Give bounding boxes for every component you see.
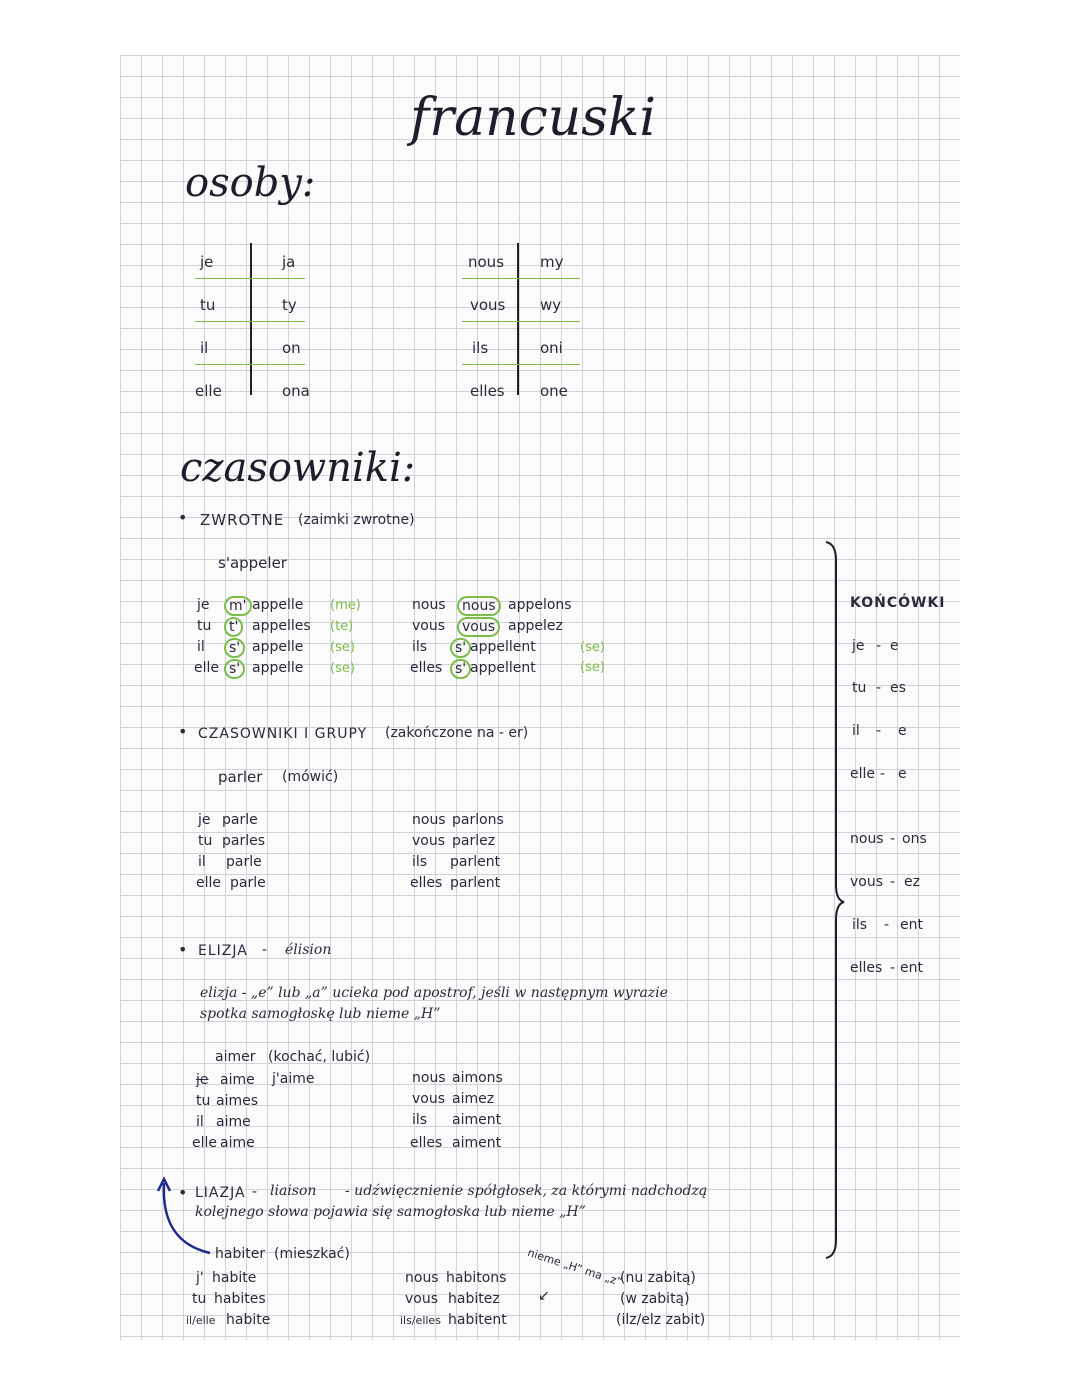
pronoun: vous [412,833,446,849]
person-fr: il [200,339,209,357]
verb-form: aimez [452,1091,495,1107]
reflexive-pronoun: (se) [330,640,355,655]
ending-pronoun: ils [852,917,868,933]
row-line [195,364,305,365]
dash: - [890,960,896,976]
liazja-heading: LIAZJA [195,1185,246,1201]
reflexive-prefix: s' [224,638,245,658]
ending: ent [900,960,923,976]
verb-form: aiment [452,1135,502,1151]
right-bracket-icon [822,540,848,1260]
person-pl: ty [282,296,297,314]
person-pl: ja [282,253,296,271]
verb-form: appelle [252,660,304,676]
reflexive-pronoun: (se) [580,640,605,655]
section-osoby: osoby: [185,160,316,206]
verb-form: parle [222,812,258,828]
person-pl: my [540,253,564,271]
elizja-gloss: (kochać, lubić) [268,1049,371,1065]
table-divider [250,243,252,395]
zwrotne-note: (zaimki zwrotne) [298,512,415,528]
reflexive-prefix: vous [457,617,500,637]
pronoun: ils [412,639,428,655]
row-line [195,278,305,279]
grupa1-note: (zakończone na - er) [385,725,529,741]
person-pl: ona [282,382,310,400]
verb-form: habitez [448,1291,500,1307]
ending: e [898,766,907,782]
dash: - [876,638,882,654]
pronoun: elle [192,1135,218,1151]
pronunciation: (nu zabitą) [620,1270,696,1286]
pronoun: nous [412,597,446,613]
pronunciation: (ilz/elz zabit) [616,1312,706,1328]
verb-form: parlons [452,812,504,828]
verb-form: appellent [470,639,536,655]
section-czasowniki: czasowniki: [180,445,416,491]
pronoun: je [196,1072,209,1088]
person-pl: on [282,339,301,357]
person-fr: ils [472,339,489,357]
grupa1-infinitive: parler [218,768,263,786]
dash: - [890,831,896,847]
verb-form: parlent [450,875,501,891]
reflexive-prefix: s' [224,659,245,679]
verb-form: appelle [252,639,304,655]
person-fr: nous [468,253,505,271]
pronoun: ils/elles [400,1314,441,1327]
pronoun: ils [412,854,428,870]
dash: - [884,917,890,933]
pronoun: il [196,1114,204,1130]
person-pl: wy [540,296,562,314]
arrow-down-icon: ↙ [538,1288,550,1304]
row-line [195,321,305,322]
pronoun: elles [410,660,443,676]
ending: ons [902,831,927,847]
pronoun: tu [196,1093,211,1109]
person-fr: elle [195,382,222,400]
bullet: • [178,940,188,959]
table-divider [517,243,519,395]
verb-form: aimons [452,1070,503,1086]
dash: - [890,874,896,890]
pronoun: ils [412,1112,428,1128]
ending-pronoun: je [852,638,865,654]
pronoun: il [197,639,205,655]
verb-form: appelons [508,597,572,613]
ending-pronoun: il [852,723,860,739]
person-pl: one [540,382,568,400]
ending: es [890,680,906,696]
reflexive-prefix: nous [457,596,501,616]
pronoun: tu [198,833,213,849]
pronoun: vous [412,1091,446,1107]
reflexive-pronoun: (te) [330,619,354,634]
liazja-gloss: (mieszkać) [274,1246,350,1262]
dash: - [876,680,882,696]
pronunciation: (w zabitą) [620,1291,690,1307]
pronoun: elle [194,660,220,676]
verb-form: parle [226,854,262,870]
verb-form: habites [214,1291,266,1307]
ending: ez [904,874,920,890]
person-fr: elles [470,382,505,400]
liazja-infinitive: habiter [215,1246,266,1262]
dash: - [252,1184,258,1200]
reflexive-prefix: t' [224,617,243,637]
pronoun: elles [410,1135,443,1151]
verb-form: parles [222,833,266,849]
dash: - [876,723,882,739]
row-line [462,321,580,322]
elizja-heading: ELIZJA [198,943,248,959]
verb-form: parle [230,875,266,891]
person-fr: tu [200,296,216,314]
elided-form: j'aime [272,1071,315,1087]
pronoun: nous [412,812,446,828]
verb-form: appelle [252,597,304,613]
pronoun: je [197,597,210,613]
pronoun: nous [405,1270,439,1286]
bullet: • [178,508,188,527]
elizja-infinitive: aimer [215,1049,256,1065]
verb-form: aime [220,1135,255,1151]
pronoun: j' [196,1270,204,1286]
pronoun: tu [192,1291,207,1307]
reflexive-pronoun: (se) [580,660,605,675]
pronoun: je [198,812,211,828]
grupa1-gloss: (mówić) [282,769,339,785]
row-line [462,364,580,365]
reflexive-prefix: s' [450,659,471,679]
pronoun: il/elle [186,1314,216,1327]
liazja-desc-2: kolejnego słowa pojawia się samogłoska lub nieme „H” [195,1204,586,1220]
zwrotne-infinitive: s'appeler [218,554,287,572]
person-fr: je [200,253,214,271]
pronoun: nous [412,1070,446,1086]
ending-pronoun: vous [850,874,884,890]
reflexive-prefix: s' [450,638,471,658]
ending-pronoun: tu [852,680,867,696]
ending-pronoun: elles [850,960,883,976]
bullet: • [178,722,188,741]
person-pl: oni [540,339,563,357]
verb-form: appellent [470,660,536,676]
verb-form: aiment [452,1112,502,1128]
verb-form: habite [212,1270,257,1286]
liazja-fr: liaison [270,1183,317,1199]
dash: - [262,942,268,958]
pronoun: il [198,854,206,870]
pronoun: elle [196,875,222,891]
elizja-desc-2: spotka samogłoskę lub nieme „H” [200,1006,441,1022]
verb-form: appelez [508,618,563,634]
verb-form: aime [216,1114,251,1130]
dash: - [880,766,886,782]
zwrotne-heading: ZWROTNE [200,511,285,529]
elizja-desc-1: elizja - „e” lub „a” ucieka pod apostrof, jeśli w następnym wyrazie [200,985,668,1001]
verb-form: aimes [216,1093,259,1109]
verb-form: habite [226,1312,271,1328]
verb-form: parlez [452,833,496,849]
ending: e [890,638,899,654]
ending-pronoun: nous [850,831,884,847]
grupa1-heading: CZASOWNIKI I GRUPY [198,726,368,742]
elizja-fr: élision [285,942,332,958]
bullet: • [178,1183,188,1202]
verb-form: habitent [448,1312,507,1328]
ending: ent [900,917,923,933]
verb-form: aime [220,1072,255,1088]
endings-title: KOŃCÓWKI [850,595,946,611]
ending: e [898,723,907,739]
reflexive-prefix: m' [224,596,252,616]
verb-form: parlent [450,854,501,870]
liazja-desc-1: - udźwięcznienie spółgłosek, za którymi nadchodzą [345,1183,708,1199]
row-line [462,278,580,279]
ending-pronoun: elle [850,766,876,782]
pronoun: elles [410,875,443,891]
mute-h-note: nieme „H” ma „z” [525,1246,624,1289]
reflexive-pronoun: (se) [330,661,355,676]
pronoun: vous [412,618,446,634]
pronoun: vous [405,1291,439,1307]
page-title: francuski [410,88,657,148]
verb-form: habitons [446,1270,507,1286]
pronoun: tu [197,618,212,634]
person-fr: vous [470,296,506,314]
verb-form: appelles [252,618,311,634]
reflexive-pronoun: (me) [330,598,361,613]
